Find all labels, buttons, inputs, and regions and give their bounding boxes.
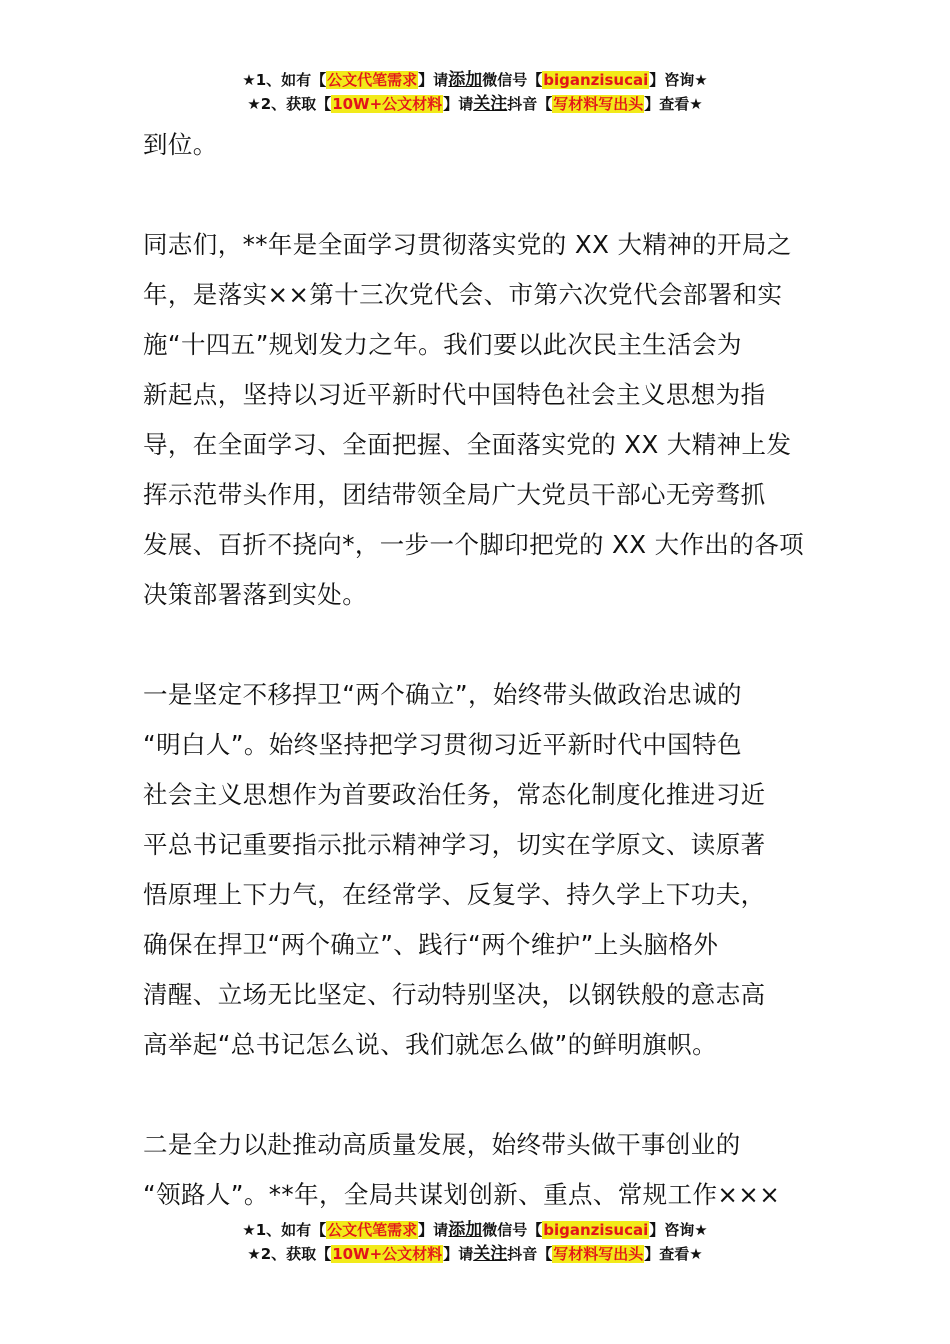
text-line: 一是坚定不移捍卫“两个确立”，始终带头做政治忠诚的 (143, 680, 742, 709)
text-line: 年，是落实××第十三次党代会、市第六次党代会部署和实 (143, 280, 783, 309)
text-line: 悟原理上下力气，在经常学、反复学、持久学上下功夫， (143, 880, 766, 909)
document-body (143, 120, 811, 1220)
text-line: “领路人”。**年，全局共谋划创新、重点、常规工作××× (143, 1180, 781, 1209)
text-line: 确保在捍卫“两个确立”、践行“两个维护”上头脑格外 (143, 930, 719, 959)
text-line: 到位。 (143, 130, 218, 159)
wechat-id-highlight: biganzisucai (543, 71, 649, 89)
notice-highlight: 10W+公文材料 (332, 95, 443, 113)
wechat-id-highlight: biganzisucai (543, 1221, 649, 1239)
text-line: “明白人”。始终坚持把学习贯彻习近平新时代中国特色 (143, 730, 742, 759)
text-line: 新起点，坚持以习近平新时代中国特色社会主义思想为指 (143, 380, 766, 409)
douyin-highlight: 写材料写出头 (553, 95, 644, 113)
notice-highlight: 公文代笔需求 (327, 1221, 418, 1239)
notice-line-2: ★2、获取【10W+公文材料】请关注抖音【写材料写出头】查看★ (247, 1244, 703, 1264)
notice-highlight: 10W+公文材料 (332, 1245, 443, 1263)
notice-line-1: ★1、如有【公文代笔需求】请添加微信号【biganzisucai】咨询★ (242, 70, 708, 90)
notice-line-2: ★2、获取【10W+公文材料】请关注抖音【写材料写出头】查看★ (247, 94, 703, 114)
text-line: 社会主义思想作为首要政治任务，常态化制度化推进习近 (143, 780, 766, 809)
notice-line-1: ★1、如有【公文代笔需求】请添加微信号【biganzisucai】咨询★ (242, 1220, 708, 1240)
footer-notice (0, 1218, 950, 1266)
notice-highlight: 公文代笔需求 (327, 71, 418, 89)
text-line: 平总书记重要指示批示精神学习，切实在学原文、读原著 (143, 830, 766, 859)
douyin-highlight: 写材料写出头 (553, 1245, 644, 1263)
text-line: 发展、百折不挠向*，一步一个脚印把党的 XX 大作出的各项 (143, 530, 804, 559)
text-line: 二是全力以赴推动高质量发展，始终带头做干事创业的 (143, 1130, 741, 1159)
text-line: 挥示范带头作用，团结带领全局广大党员干部心无旁骛抓 (143, 480, 766, 509)
text-line: 高举起“总书记怎么说、我们就怎么做”的鲜明旗帜。 (143, 1030, 717, 1059)
header-notice (0, 68, 950, 116)
text-line: 清醒、立场无比坚定、行动特别坚决，以钢铁般的意志高 (143, 980, 766, 1009)
text-line: 施“十四五”规划发力之年。我们要以此次民主生活会为 (143, 330, 742, 359)
text-line: 决策部署落到实处。 (143, 580, 368, 609)
text-line: 导，在全面学习、全面把握、全面落实党的 XX 大精神上发 (143, 430, 792, 459)
text-line: 同志们，**年是全面学习贯彻落实党的 XX 大精神的开局之 (143, 230, 792, 259)
